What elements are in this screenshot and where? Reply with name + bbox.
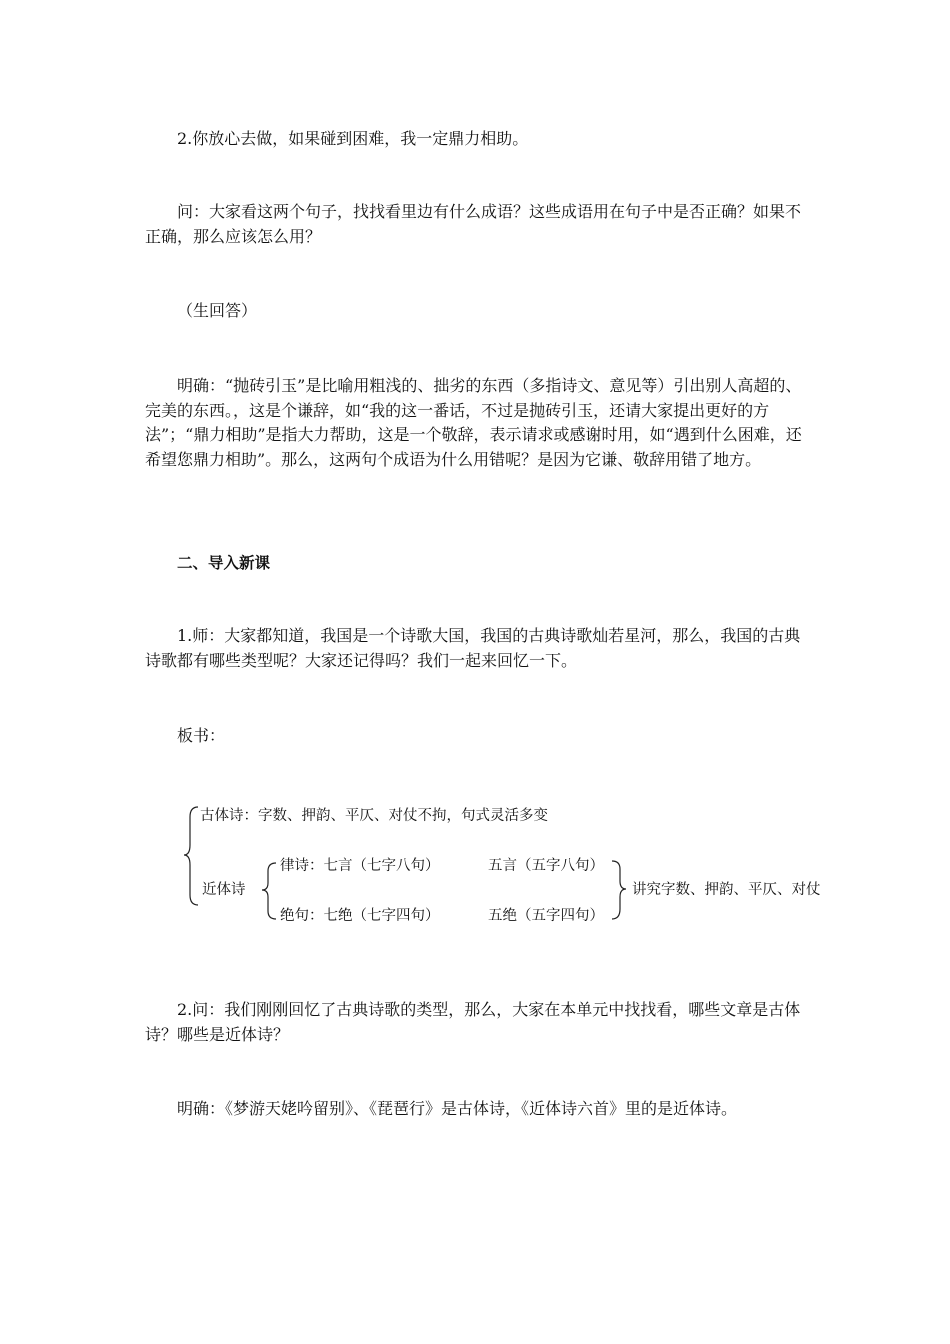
paragraph-question-classify: 2.问：我们刚刚回忆了古典诗歌的类型，那么，大家在本单元中找找看，哪些文章是古体诗？哪些是近体诗？: [145, 1000, 801, 1044]
main-left-brace: [184, 807, 198, 905]
paragraph-teacher-intro: 1.师：大家都知道，我国是一个诗歌大国，我国的古典诗歌灿若星河，那么，我国的古典诗歌都有哪些类型呢？大家还记得吗？我们一起来回忆一下。: [145, 626, 801, 670]
jueju-wujue-label: 五绝（五字四句）: [488, 908, 604, 924]
paragraph-example-sentence-2: 2.你放心去做，如果碰到困难，我一定鼎力相助。: [177, 129, 529, 148]
paragraph-question-idioms: 问：大家看这两个句子，找找看里边有什么成语？这些成语用在句子中是否正确？如果不正确，那么应该怎么用？: [145, 202, 802, 246]
gutishi-label: 古体诗：字数、押韵、平仄、对仗不拘，句式灵活多变: [200, 808, 548, 824]
lushi-wuyan-label: 五言（五字八句）: [488, 858, 604, 874]
poetry-types-diagram: [180, 795, 880, 935]
jueju-label: 绝句：七绝（七字四句）: [280, 908, 440, 924]
paragraph-student-answer: （生回答）: [177, 301, 258, 320]
right-brace: [612, 861, 626, 919]
inner-left-brace: [262, 863, 276, 919]
paragraph-blackboard-label: 板书：: [177, 726, 226, 745]
section-heading-new-lesson: 二、导入新课: [177, 554, 271, 572]
jiangjiu-label: 讲究字数、押韵、平仄、对仗: [632, 882, 821, 898]
paragraph-clarification-idioms: 明确：“抛砖引玉”是比喻用粗浅的、拙劣的东西（多指诗文、意见等）引出别人高超的、完美的东西。，这是个谦辞，如“我的这一番话，不过是抛砖引玉，还请大家提出更好的方法”；“鼎力相助”是指大力帮助，这是一个敬辞，表示请求或感谢时用，如“遇到什么困难，还希望您鼎力相助”。那么，这两句个成语为什么用错呢？是因为它谦、敬辞用错了地方。: [145, 376, 802, 469]
lushi-label: 律诗：七言（七字八句）: [280, 858, 440, 874]
paragraph-clarification-classify: 明确：《梦游天姥吟留别》、《琵琶行》是古体诗，《近体诗六首》里的是近体诗。: [177, 1099, 738, 1118]
jintishi-label: 近体诗: [202, 882, 246, 898]
